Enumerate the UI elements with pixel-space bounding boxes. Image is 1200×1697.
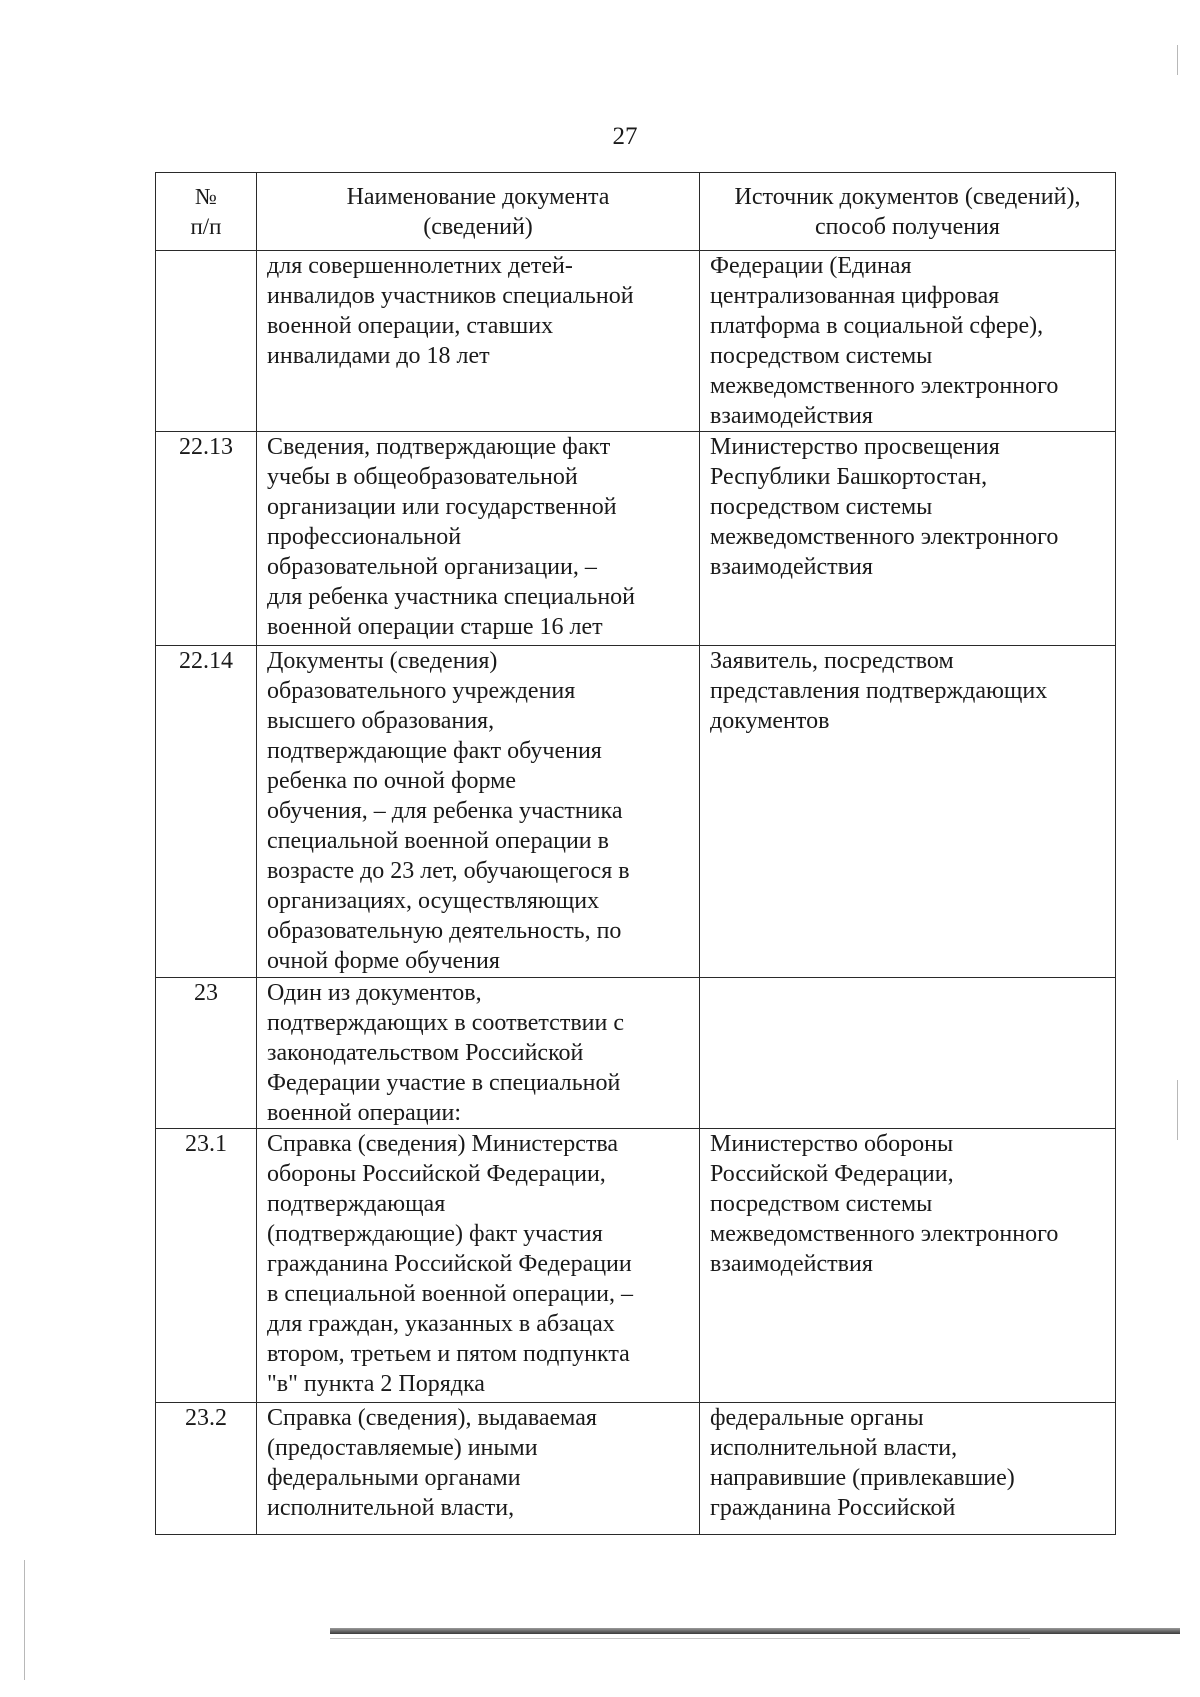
row-number: 23.2 (156, 1403, 257, 1535)
row-document-name (257, 251, 700, 432)
cell-line: межведомственного электронного (710, 1221, 1059, 1247)
header-document-name (257, 173, 700, 251)
cell-line: законодательством Российской (267, 1040, 584, 1066)
header-line: (сведений) (423, 214, 533, 240)
row-number (156, 251, 257, 432)
cell-line: платформа в социальной сфере), (710, 313, 1044, 339)
row-source (700, 1129, 1116, 1403)
cell-line: подтверждающая (267, 1191, 446, 1217)
row-source (700, 432, 1116, 646)
row-source (700, 646, 1116, 978)
cell-line: Республики Башкортостан, (710, 464, 988, 490)
table-row (156, 1129, 1116, 1403)
header-number (156, 173, 257, 251)
row-source (700, 1403, 1116, 1535)
cell-line: подтверждающих в соответствии с (267, 1010, 624, 1036)
cell-line: втором, третьем и пятом подпункта (267, 1341, 630, 1367)
header-line: способ получения (815, 214, 1000, 240)
table-row (156, 1403, 1116, 1535)
cell-line: подтверждающие факт обучения (267, 738, 602, 764)
table-row (156, 251, 1116, 432)
cell-line: для ребенка участника специальной (267, 584, 636, 610)
cell-line: Федерации участие в специальной (267, 1070, 621, 1096)
row-document-name (257, 646, 700, 978)
row-document-name (257, 1403, 700, 1535)
cell-line: специальной военной операции в (267, 828, 609, 854)
cell-line: (предоставляемые) иными (267, 1435, 538, 1461)
cell-line: посредством системы (710, 494, 933, 520)
cell-line: "в" пункта 2 Порядка (267, 1371, 485, 1397)
cell-line: Федерации (Единая (710, 253, 912, 279)
cell-line: для граждан, указанных в абзацах (267, 1311, 615, 1337)
header-line: Наименование документа (346, 184, 610, 210)
cell-line: учебы в общеобразовательной (267, 464, 578, 490)
cell-line: возрасте до 23 лет, обучающегося в (267, 858, 630, 884)
cell-line: представления подтверждающих (710, 678, 1048, 704)
cell-line: Министерство обороны (710, 1131, 954, 1157)
cell-line: образовательной организации, – (267, 554, 597, 580)
cell-line: Заявитель, посредством (710, 648, 954, 674)
cell-line: образовательную деятельность, по (267, 918, 622, 944)
documents-table (155, 172, 1116, 1535)
cell-line: взаимодействия (710, 403, 873, 429)
cell-line: ребенка по очной форме (267, 768, 516, 794)
cell-line: военной операции старше 16 лет (267, 614, 603, 640)
cell-line: высшего образования, (267, 708, 495, 734)
header-line: п/п (190, 214, 222, 239)
row-document-name (257, 432, 700, 646)
row-source (700, 978, 1116, 1129)
row-number: 23 (156, 978, 257, 1129)
cell-line: направившие (привлекавшие) (710, 1465, 1015, 1491)
cell-line: организации или государственной (267, 494, 617, 520)
cell-line: взаимодействия (710, 554, 873, 580)
cell-line: образовательного учреждения (267, 678, 576, 704)
header-line: № (195, 184, 217, 209)
cell-line: федеральными органами (267, 1465, 521, 1491)
cell-line: межведомственного электронного (710, 524, 1059, 550)
row-number: 22.13 (156, 432, 257, 646)
cell-line: (подтверждающие) факт участия (267, 1221, 603, 1247)
cell-line: Документы (сведения) (267, 648, 498, 674)
cell-line: для совершеннолетних детей- (267, 253, 573, 279)
header-source (700, 173, 1116, 251)
cell-line: Справка (сведения), выдаваемая (267, 1405, 597, 1431)
cell-line: профессиональной (267, 524, 462, 550)
cell-line: в специальной военной операции, – (267, 1281, 633, 1307)
cell-line: исполнительной власти, (710, 1435, 958, 1461)
header-line: Источник документов (сведений), (734, 184, 1081, 210)
scan-edge-mark (24, 1560, 25, 1680)
cell-line: инвалидов участников специальной (267, 283, 634, 309)
cell-line: федеральные органы (710, 1405, 924, 1431)
cell-line: Справка (сведения) Министерства (267, 1131, 619, 1157)
scan-edge-mark (1177, 1080, 1178, 1140)
table-row (156, 432, 1116, 646)
table-row (156, 978, 1116, 1129)
cell-line: военной операции, ставших (267, 313, 554, 339)
bottom-rule-thin (330, 1638, 1030, 1639)
cell-line: Министерство просвещения (710, 434, 1000, 460)
cell-line: гражданина Российской Федерации (267, 1251, 632, 1277)
cell-line: очной форме обучения (267, 948, 500, 974)
bottom-rule (330, 1628, 1180, 1634)
row-number: 22.14 (156, 646, 257, 978)
cell-line: посредством системы (710, 343, 933, 369)
row-source (700, 251, 1116, 432)
cell-line: организациях, осуществляющих (267, 888, 600, 914)
cell-line: гражданина Российской (710, 1495, 956, 1521)
row-number: 23.1 (156, 1129, 257, 1403)
cell-line: обороны Российской Федерации, (267, 1161, 606, 1187)
scan-edge-mark (1177, 45, 1178, 75)
cell-line: посредством системы (710, 1191, 933, 1217)
cell-line: Российской Федерации, (710, 1161, 954, 1187)
cell-line: Один из документов, (267, 980, 482, 1006)
cell-line: инвалидами до 18 лет (267, 343, 490, 369)
cell-line: взаимодействия (710, 1251, 873, 1277)
cell-line: документов (710, 708, 830, 734)
row-document-name (257, 1129, 700, 1403)
table-header-row (156, 173, 1116, 251)
page-number: 27 (612, 123, 638, 150)
cell-line: обучения, – для ребенка участника (267, 798, 623, 824)
cell-line: межведомственного электронного (710, 373, 1059, 399)
table-row (156, 646, 1116, 978)
cell-line: исполнительной власти, (267, 1495, 515, 1521)
cell-line: военной операции: (267, 1100, 461, 1126)
cell-line: централизованная цифровая (710, 283, 1000, 309)
cell-line: Сведения, подтверждающие факт (267, 434, 611, 460)
row-document-name (257, 978, 700, 1129)
